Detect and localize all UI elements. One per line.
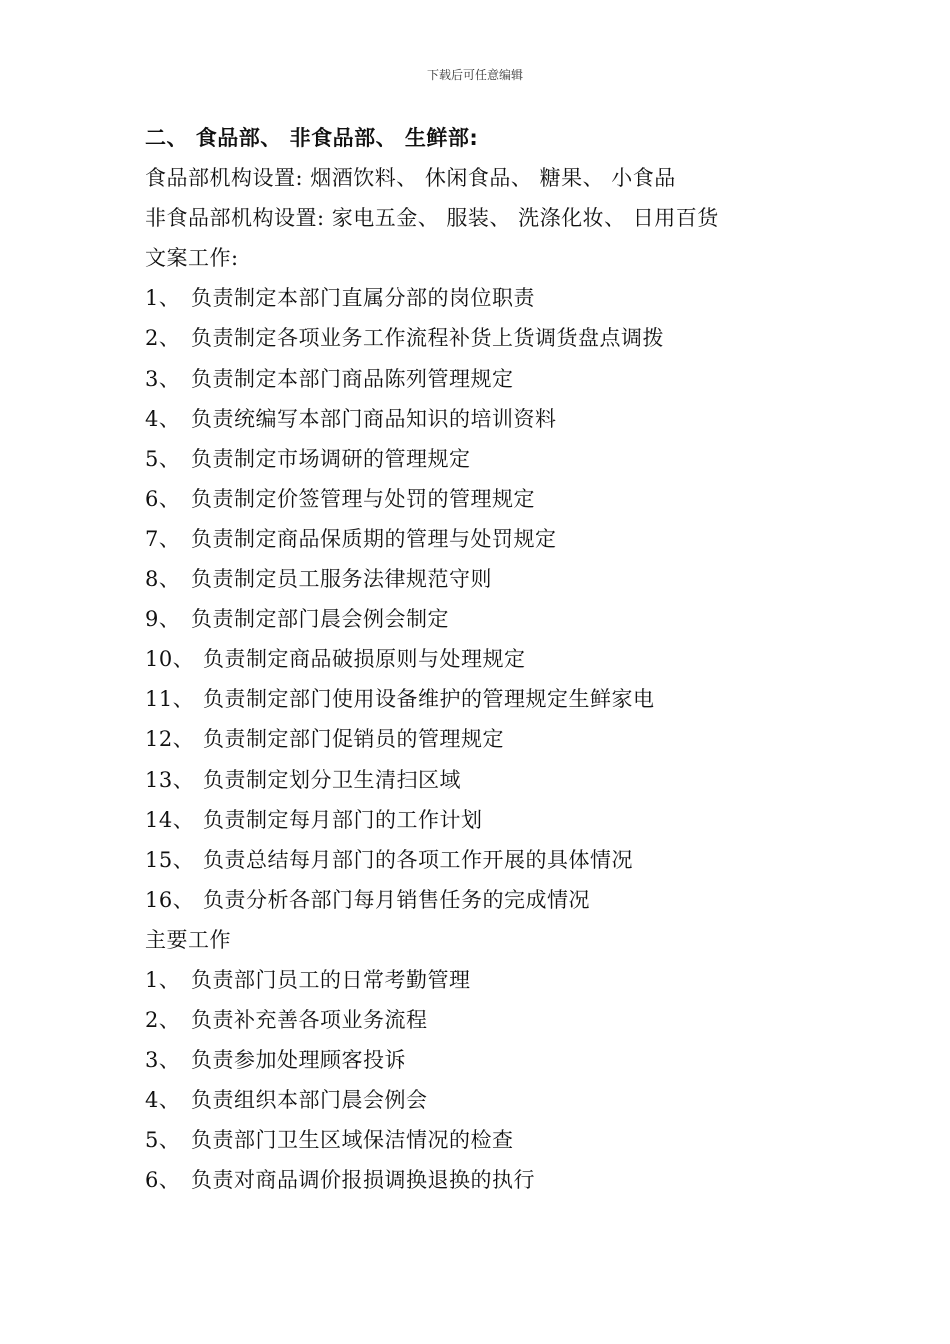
list-item: 9、 负责制定部门晨会例会制定 bbox=[145, 607, 449, 632]
list-item: 7、 负责制定商品保质期的管理与处罚规定 bbox=[145, 526, 557, 551]
copywork-list bbox=[145, 278, 905, 920]
nonfood-dept-structure: 非食品部机构设置: 家电五金、 服装、 洗涤化妆、 日用百货 bbox=[145, 206, 719, 231]
list-item: 11、 负责制定部门使用设备维护的管理规定生鲜家电 bbox=[145, 687, 655, 712]
list-item: 3、 负责参加处理顾客投诉 bbox=[145, 1048, 406, 1073]
list-item: 3、 负责制定本部门商品陈列管理规定 bbox=[145, 366, 514, 391]
mainwork-title: 主要工作 bbox=[145, 927, 231, 952]
header-note: 下载后可任意编辑 bbox=[426, 68, 523, 82]
list-item: 8、 负责制定员工服务法律规范守则 bbox=[145, 567, 492, 592]
list-item: 1、 负责部门员工的日常考勤管理 bbox=[145, 967, 471, 992]
list-item: 13、 负责制定划分卫生清扫区域 bbox=[145, 767, 461, 792]
mainwork-list bbox=[145, 960, 905, 1201]
list-item: 6、 负责制定价签管理与处罚的管理规定 bbox=[145, 486, 535, 511]
food-dept-structure: 食品部机构设置: 烟酒饮料、 休闲食品、 糖果、 小食品 bbox=[145, 166, 676, 191]
list-item: 2、 负责补充善各项业务流程 bbox=[145, 1008, 428, 1033]
document-body bbox=[145, 118, 905, 1201]
copywork-title: 文案工作: bbox=[145, 246, 239, 271]
list-item: 15、 负责总结每月部门的各项工作开展的具体情况 bbox=[145, 847, 633, 872]
list-item: 5、 负责部门卫生区域保洁情况的检查 bbox=[145, 1128, 514, 1153]
list-item: 2、 负责制定各项业务工作流程补货上货调货盘点调拨 bbox=[145, 326, 664, 351]
list-item: 10、 负责制定商品破损原则与处理规定 bbox=[145, 647, 526, 672]
list-item: 1、 负责制定本部门直属分部的岗位职责 bbox=[145, 286, 535, 311]
list-item: 6、 负责对商品调价报损调换退换的执行 bbox=[145, 1168, 535, 1193]
list-item: 4、 负责统编写本部门商品知识的培训资料 bbox=[145, 406, 557, 431]
section-heading: 二、 食品部、 非食品部、 生鲜部: bbox=[145, 126, 479, 150]
list-item: 12、 负责制定部门促销员的管理规定 bbox=[145, 727, 504, 752]
list-item: 14、 负责制定每月部门的工作计划 bbox=[145, 807, 483, 832]
list-item: 16、 负责分析各部门每月销售任务的完成情况 bbox=[145, 887, 590, 912]
list-item: 5、 负责制定市场调研的管理规定 bbox=[145, 446, 471, 471]
list-item: 4、 负责组织本部门晨会例会 bbox=[145, 1088, 428, 1113]
